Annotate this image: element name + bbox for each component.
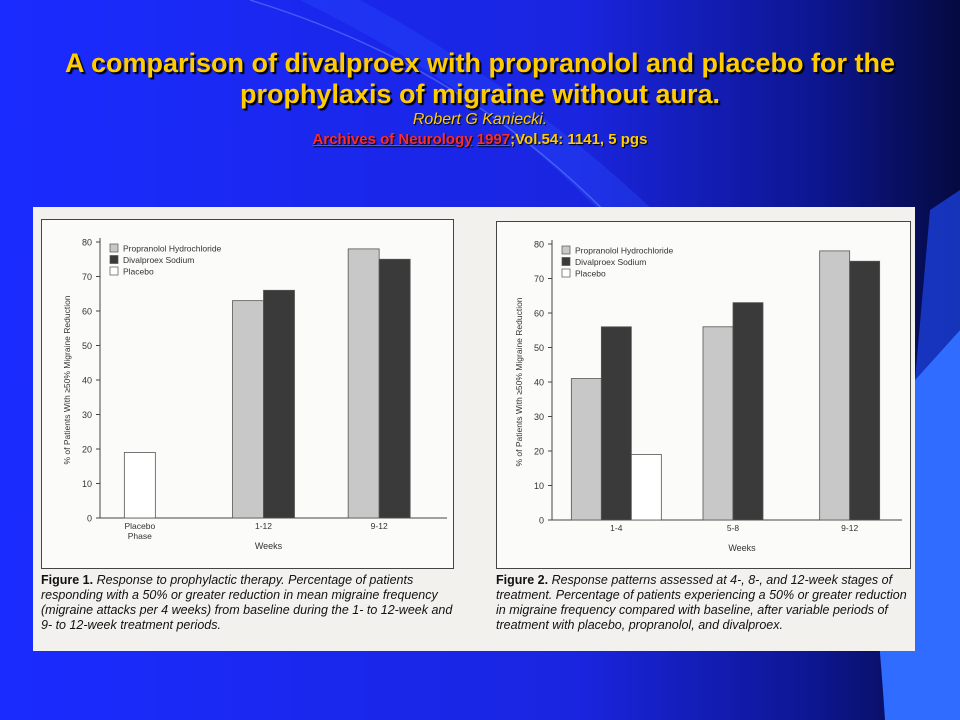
y-tick-label: 60 — [81, 306, 92, 317]
figure-2-chart — [497, 222, 910, 568]
y-tick-label: 30 — [533, 412, 544, 422]
y-tick-label: 10 — [533, 481, 544, 491]
y-tick-label: 80 — [533, 239, 544, 250]
y-tick-label: 70 — [533, 274, 544, 284]
legend-label: Divalproex Sodium — [575, 257, 647, 267]
figure-2-caption-text: Response patterns assessed at 4-, 8-, and 12-week stages of treatment. Percentage of patients experiencing a 50% or greater reduction in migraine frequency compared with baseline, after variable periods of treatment with placebo, propranolol, and divalproex. — [496, 573, 907, 632]
y-tick-label: 70 — [81, 272, 92, 282]
x-tick-label: 1-12 — [254, 521, 273, 531]
x-axis-label: Weeks — [728, 543, 756, 553]
slide-title: A comparison of divalproex with propranolol and placebo for the prophylaxis of migraine without aura. — [64, 48, 896, 109]
y-tick-label: 10 — [81, 479, 92, 489]
figure-1-box — [41, 219, 454, 569]
slide-citation — [60, 130, 900, 149]
figure-2-caption-label: Figure 2. — [496, 573, 549, 587]
legend-label: Placebo — [575, 268, 606, 279]
bar-divalproex — [850, 261, 880, 520]
bar-placebo — [631, 454, 661, 520]
bar-divalproex — [379, 259, 410, 518]
x-axis-label: Weeks — [254, 541, 283, 551]
bar-propranolol — [820, 251, 850, 520]
x-tick-label: Phase — [127, 531, 152, 541]
y-axis-label: % of Patients With ≥50% Migraine Reduction — [62, 295, 72, 465]
figure-1-chart — [42, 220, 453, 568]
figure-1-caption-text: Response to prophylactic therapy. Percentage of patients responding with a 50% or greater reduction in mean migraine frequency (migraine attacks per 4 weeks) from baseline during the 1- to 12-week and 9- to 12-week treatment periods. — [41, 573, 453, 632]
bar-propranolol — [571, 379, 601, 520]
bar-propranolol — [348, 249, 379, 518]
legend-swatch — [110, 244, 118, 252]
y-tick-label: 50 — [81, 341, 92, 351]
legend-label: Divalproex Sodium — [123, 255, 195, 265]
legend-label: Propranolol Hydrochloride — [123, 243, 222, 254]
year-link[interactable]: 1997 — [476, 131, 511, 148]
figure-2-caption — [496, 573, 911, 633]
bar-propranolol — [233, 301, 264, 518]
slide-author: Robert G Kaniecki. — [412, 111, 548, 128]
legend-label: Placebo — [123, 266, 154, 277]
x-tick-label: 9-12 — [370, 521, 388, 531]
y-tick-label: 0 — [86, 513, 92, 524]
x-tick-label: 1-4 — [610, 523, 623, 533]
y-tick-label: 20 — [81, 444, 92, 455]
figure-1-caption-label: Figure 1. — [41, 573, 94, 587]
figure-panel — [33, 207, 915, 651]
figure-1-caption — [41, 573, 453, 633]
bar-divalproex — [733, 303, 763, 520]
legend-swatch — [110, 256, 118, 264]
legend-swatch — [562, 258, 570, 266]
y-tick-label: 60 — [533, 308, 544, 319]
y-tick-label: 40 — [81, 375, 92, 386]
bar-placebo — [124, 452, 155, 518]
legend-swatch — [110, 267, 118, 275]
bar-propranolol — [703, 327, 733, 520]
y-axis-label: % of Patients With ≥50% Migraine Reduction — [514, 297, 524, 467]
legend-label: Propranolol Hydrochloride — [575, 245, 674, 256]
y-tick-label: 50 — [533, 343, 544, 353]
y-tick-label: 40 — [533, 377, 544, 388]
y-tick-label: 80 — [81, 237, 92, 248]
figure-2-box — [496, 221, 911, 569]
bar-divalproex — [264, 290, 295, 518]
legend-swatch — [562, 269, 570, 277]
x-tick-label: 5-8 — [726, 523, 740, 533]
bar-divalproex — [601, 327, 631, 520]
y-tick-label: 0 — [538, 515, 544, 526]
y-tick-label: 30 — [81, 410, 92, 420]
journal-link[interactable]: Archives of Neurology — [312, 131, 473, 148]
legend-swatch — [562, 246, 570, 254]
x-tick-label: Placebo — [124, 521, 156, 531]
citation-volume: ;Vol.54: 1141, 5 pgs — [510, 131, 648, 148]
slide-header — [60, 48, 900, 149]
y-tick-label: 20 — [533, 446, 544, 457]
x-tick-label: 9-12 — [841, 523, 859, 533]
